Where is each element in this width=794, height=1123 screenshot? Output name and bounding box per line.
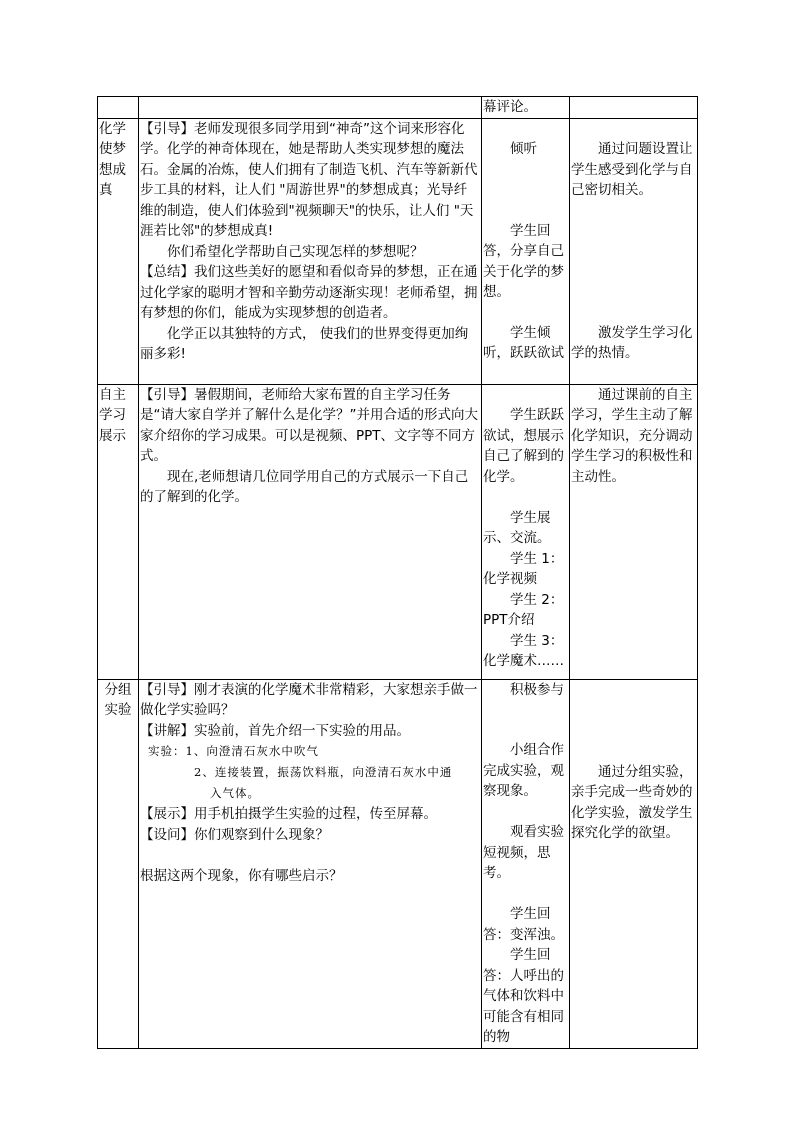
- student-activity-cell: [482, 384, 570, 679]
- design-intent-cell: [570, 118, 698, 384]
- teacher-activity-cell: [139, 118, 482, 384]
- student-activity-cell: [482, 118, 570, 384]
- stage-cell: [98, 97, 139, 119]
- table-row: [98, 97, 698, 119]
- teacher-text: 化学正以其独特的方式， 使我们的世界变得更加绚丽多彩!: [140, 325, 469, 362]
- stage-cell: [98, 384, 139, 679]
- teacher-text: 【总结】我们这些美好的愿望和看似奇异的梦想，正在通过化学家的聪明才智和辛勤劳动逐渐实现！老师希望，拥有梦想的你们，能成为实现梦想的创造者。: [140, 264, 478, 321]
- student-text: 学生跃跃欲试，想展示自己了解到的化学。: [483, 407, 564, 485]
- teacher-text: 根据这两个现象，你有哪些启示？: [140, 867, 343, 884]
- student-activity-cell: [482, 679, 570, 1048]
- experiment-step: 入气体。: [210, 786, 260, 800]
- teacher-text: 【讲解】实验前，首先介绍一下实验的用品。: [140, 722, 410, 739]
- intent-text: 通过问题设置让学生感受到化学与自己密切相关。: [571, 141, 693, 198]
- experiment-step: 2、连接装置，振荡饮料瓶，向澄清石灰水中通: [194, 765, 453, 779]
- student-text: 学生展示、交流。: [483, 509, 551, 546]
- table-row: [98, 679, 698, 1048]
- teacher-text: 【引导】老师发现很多同学用到“神奇”这个词来形容化学。化学的神奇体现在，她是帮助人类实现梦想的魔法石。金属的冶炼，使人们拥有了制造飞机、汽车等新新代步工具的材料，让人们 "周游世界"的梦想成真；光导纤维的制造，使人们体验到"视频聊天"的快乐，让人们 "天涯若比邻"的梦想成真!: [140, 120, 478, 239]
- stage-label: 分组实验: [104, 681, 132, 718]
- student-text: 学生倾听，跃跃欲试: [483, 324, 564, 361]
- design-intent-cell: [570, 384, 698, 679]
- teacher-activity-cell: [139, 679, 482, 1048]
- table-row: [98, 384, 698, 679]
- teacher-activity-cell: [139, 97, 482, 119]
- design-intent-cell: [570, 97, 698, 119]
- teacher-activity-cell: [139, 384, 482, 679]
- stage-cell: [98, 118, 139, 384]
- student-text: 学生回答：变浑浊。: [483, 906, 564, 943]
- stage-cell: [98, 679, 139, 1048]
- student-text: 学生回答，分享自己关于化学的梦想。: [483, 222, 564, 300]
- intent-text: 通过课前的自主学习，学生主动了解化学知识，充分调动学生学习的积极性和主动性。: [571, 386, 693, 485]
- stage-label: 化学使梦想成真: [99, 120, 126, 198]
- design-intent-cell: [570, 679, 698, 1048]
- teacher-text: 你们希望化学帮助自己实现怎样的梦想呢？: [167, 243, 424, 260]
- student-text: 积极参与: [510, 681, 564, 698]
- student-text: 小组合作完成实验，观察现象。: [483, 742, 564, 799]
- teacher-text: 【引导】刚才表演的化学魔术非常精彩，大家想亲手做一做化学实验吗？: [140, 681, 478, 718]
- lesson-plan-table: [97, 96, 698, 1049]
- experiment-step: 实验：1、向澄清石灰水中吹气: [148, 744, 319, 758]
- student-activity-cell: [482, 97, 570, 119]
- student-text: 学生 3：化学魔术……: [483, 632, 564, 669]
- student-text: 学生 1：化学视频: [483, 550, 564, 587]
- student-text: 观看实验短视频，思考。: [483, 824, 564, 881]
- teacher-text: 【引导】暑假期间，老师给大家布置的自主学习任务是“请大家自学并了解什么是化学？”并用合适的形式向大家介绍你的学习成果。可以是视频、PPT、文字等不同方式。: [140, 386, 478, 464]
- student-text: 学生 2：PPT介绍: [483, 591, 564, 628]
- table-row: [98, 118, 698, 384]
- teacher-text: 【设问】你们观察到什么现象？: [140, 826, 329, 843]
- student-text: 学生回答：人呼出的气体和饮料中可能含有相同的物: [483, 947, 564, 1045]
- stage-label: 自主学习展示: [99, 386, 126, 444]
- teacher-text: 现在,老师想请几位同学用自己的方式展示一下自己的了解到的化学。: [140, 468, 469, 505]
- student-text: 幕评论。: [483, 99, 537, 115]
- student-text: 倾听: [510, 141, 537, 157]
- teacher-text: 【展示】用手机拍摄学生实验的过程，传至屏幕。: [140, 806, 437, 822]
- intent-text: 通过分组实验，亲手完成一些奇妙的化学实验，激发学生探究化学的欲望。: [571, 763, 693, 841]
- intent-text: 激发学生学习化学的热情。: [571, 324, 693, 361]
